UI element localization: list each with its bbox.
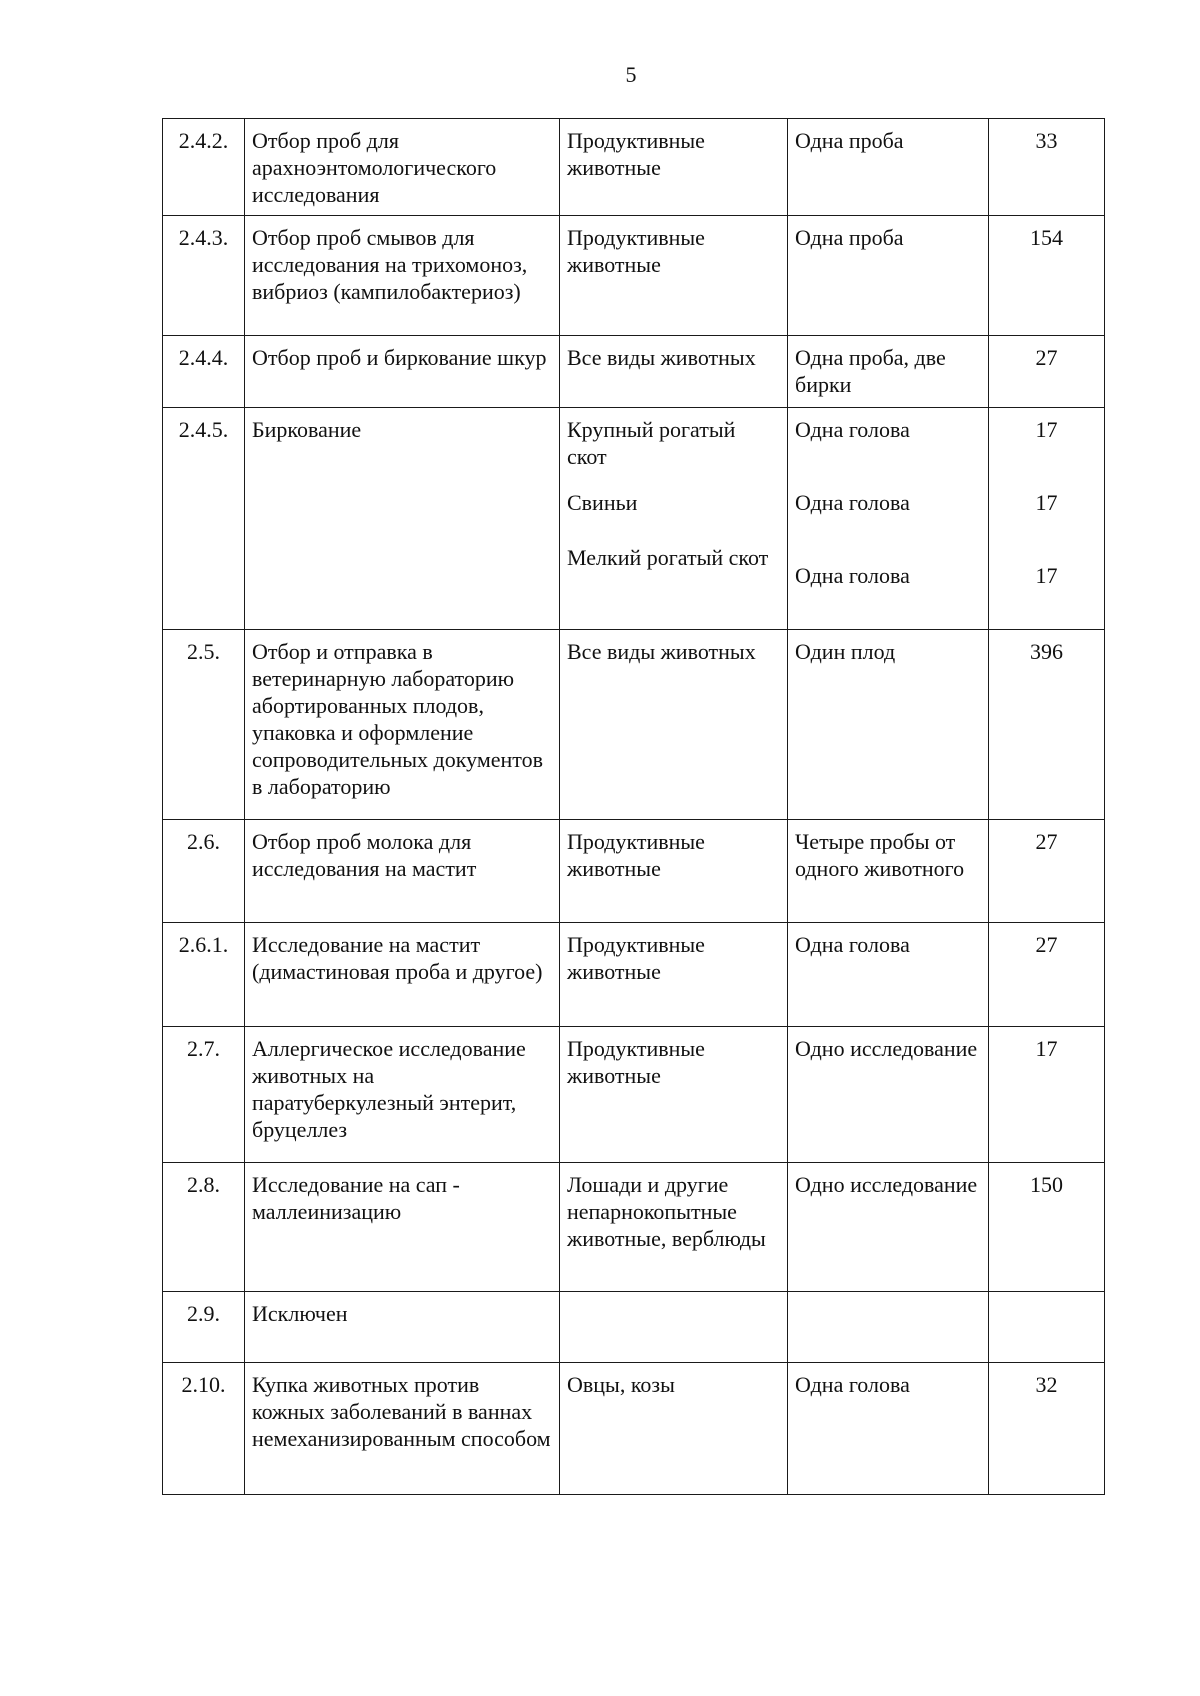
unit-of-measure: Одна проба, две бирки (788, 336, 989, 408)
service-name: Отбор и отправка в ветеринарную лабораторию абортированных плодов, упаковка и оформление сопроводительных документов в лабораторию (245, 630, 560, 820)
row-number: 2.4.3. (163, 216, 245, 336)
animal-type-list (560, 408, 788, 630)
row-number: 2.5. (163, 630, 245, 820)
table-row (163, 820, 1105, 923)
unit-of-measure: Одна проба (788, 119, 989, 216)
animal-type: Продуктивные животные (560, 119, 788, 216)
price: 27 (989, 923, 1105, 1027)
table-row (163, 1163, 1105, 1292)
price: 17 (1035, 490, 1058, 515)
price: 17 (1035, 417, 1058, 442)
service-name: Исследование на мастит (димастиновая проба и другое) (245, 923, 560, 1027)
unit-of-measure: Одна голова (788, 1363, 989, 1495)
animal-type: Продуктивные животные (560, 820, 788, 923)
unit-of-measure: Одно исследование (788, 1163, 989, 1292)
row-number: 2.4.4. (163, 336, 245, 408)
service-name: Исследование на сап - маллеинизацию (245, 1163, 560, 1292)
row-number: 2.6.1. (163, 923, 245, 1027)
unit-of-measure: Одно исследование (788, 1027, 989, 1163)
service-name: Отбор проб для арахноэнтомологического исследования (245, 119, 560, 216)
price: 396 (989, 630, 1105, 820)
animal-type: Все виды животных (560, 630, 788, 820)
price: 27 (989, 336, 1105, 408)
table-row (163, 216, 1105, 336)
service-name: Биркование (245, 408, 560, 630)
table-row (163, 119, 1105, 216)
price: 33 (989, 119, 1105, 216)
table-row (163, 923, 1105, 1027)
row-number: 2.6. (163, 820, 245, 923)
table-row (163, 630, 1105, 820)
row-number: 2.4.5. (163, 408, 245, 630)
animal-type: Свиньи (567, 490, 638, 515)
price: 27 (989, 820, 1105, 923)
animal-type: Все виды животных (560, 336, 788, 408)
unit-of-measure: Одна голова (795, 490, 910, 515)
animal-type (560, 1292, 788, 1363)
unit-of-measure: Одна голова (795, 417, 910, 442)
animal-type: Продуктивные животные (560, 1027, 788, 1163)
animal-type: Мелкий рогатый скот (567, 545, 769, 570)
price: 154 (989, 216, 1105, 336)
price: 17 (989, 1027, 1105, 1163)
table-row (163, 408, 1105, 630)
unit-of-measure: Одна голова (795, 563, 910, 588)
service-name: Аллергическое исследование животных на паратуберкулезный энтерит, бруцеллез (245, 1027, 560, 1163)
service-name: Отбор проб молока для исследования на мастит (245, 820, 560, 923)
price: 17 (1035, 563, 1058, 588)
row-number: 2.4.2. (163, 119, 245, 216)
service-name: Купка животных против кожных заболеваний в ваннах немеханизированным способом (245, 1363, 560, 1495)
unit-of-measure: Одна проба (788, 216, 989, 336)
price: 32 (989, 1363, 1105, 1495)
animal-type: Продуктивные животные (560, 216, 788, 336)
animal-type: Лошади и другие непарнокопытные животные, верблюды (560, 1163, 788, 1292)
animal-type: Крупный рогатый скот (567, 417, 736, 469)
row-number: 2.9. (163, 1292, 245, 1363)
animal-type: Продуктивные животные (560, 923, 788, 1027)
animal-type: Овцы, козы (560, 1363, 788, 1495)
page-number: 5 (625, 62, 637, 87)
unit-of-measure (788, 1292, 989, 1363)
unit-of-measure: Одна голова (788, 923, 989, 1027)
table-row (163, 1027, 1105, 1163)
service-name: Отбор проб смывов для исследования на трихомоноз, вибриоз (кампилобактериоз) (245, 216, 560, 336)
unit-of-measure-list (788, 408, 989, 630)
unit-of-measure: Один плод (788, 630, 989, 820)
row-number: 2.8. (163, 1163, 245, 1292)
table-row (163, 336, 1105, 408)
table-row (163, 1363, 1105, 1495)
services-table (162, 118, 1105, 1495)
row-number: 2.7. (163, 1027, 245, 1163)
row-number: 2.10. (163, 1363, 245, 1495)
price: 150 (989, 1163, 1105, 1292)
service-name: Исключен (245, 1292, 560, 1363)
table-row (163, 1292, 1105, 1363)
unit-of-measure: Четыре пробы от одного животного (788, 820, 989, 923)
price (989, 1292, 1105, 1363)
service-name: Отбор проб и биркование шкур (245, 336, 560, 408)
price-list (989, 408, 1105, 630)
